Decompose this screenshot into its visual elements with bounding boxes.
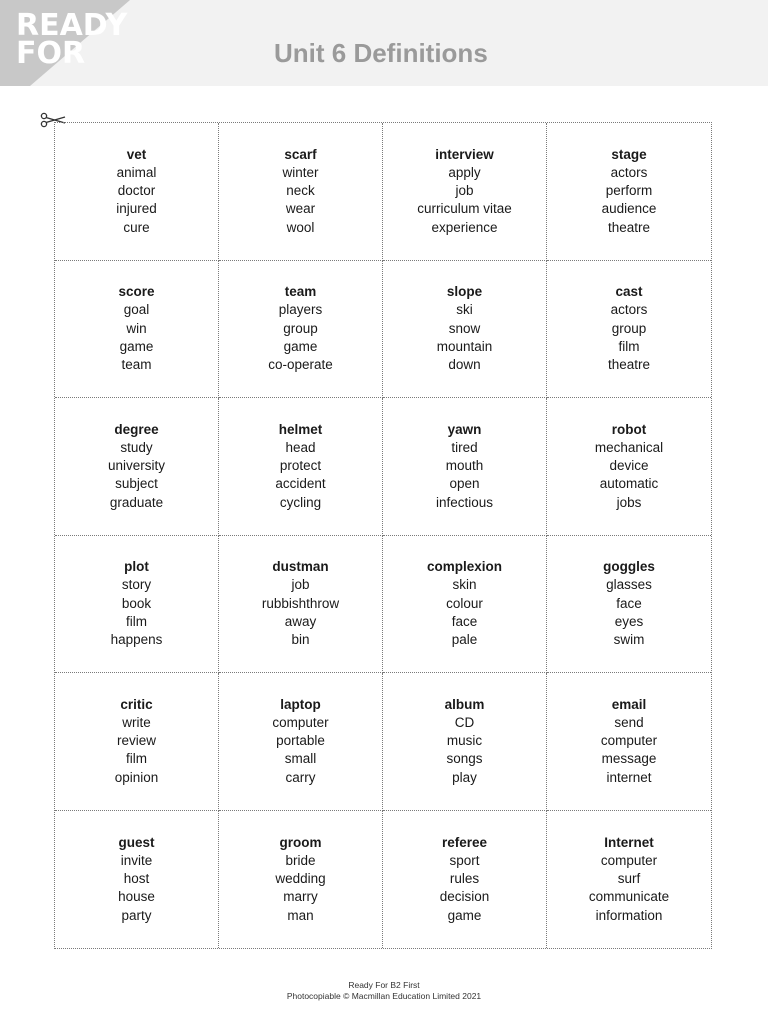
- card-clue: protect: [279, 458, 322, 474]
- card-clue: mouth: [445, 458, 484, 474]
- card-clue: film: [618, 338, 640, 354]
- card-clue: perform: [605, 183, 653, 199]
- card-clue: animal: [116, 164, 157, 180]
- card-clue: doctor: [117, 183, 156, 199]
- card-word: referee: [441, 834, 488, 850]
- definition-card: [383, 536, 547, 674]
- card-clue: mountain: [436, 338, 493, 354]
- footer-book-title: Ready For B2 First: [348, 980, 420, 990]
- card-clue: curriculum vitae: [417, 201, 512, 217]
- card-clue: man: [287, 907, 314, 923]
- card-clue: film: [126, 613, 147, 629]
- definition-card: [547, 536, 711, 674]
- card-clue: computer: [600, 852, 658, 868]
- card-clue: job: [455, 183, 474, 199]
- card-clue: audience: [601, 201, 657, 217]
- card-clue: skin: [452, 577, 477, 593]
- card-clue: marry: [283, 889, 318, 905]
- card-clue: communicate: [588, 889, 670, 905]
- definition-card: [219, 261, 383, 399]
- definition-card: [383, 398, 547, 536]
- card-clue: game: [283, 338, 318, 354]
- definition-card: [383, 123, 547, 261]
- card-clue: graduate: [109, 494, 164, 510]
- card-word: interview: [435, 146, 494, 162]
- card-clue: colour: [446, 595, 483, 611]
- card-clue: write: [122, 714, 151, 730]
- card-word: vet: [126, 146, 147, 162]
- card-clue: injured: [116, 201, 157, 217]
- card-clue: invite: [120, 852, 153, 868]
- definition-card: [219, 811, 383, 949]
- definition-card: [55, 123, 219, 261]
- card-word: goggles: [603, 559, 655, 575]
- card-word: scarf: [284, 146, 317, 162]
- card-clue: face: [451, 613, 478, 629]
- card-clue: study: [120, 439, 153, 455]
- card-word: groom: [279, 834, 322, 850]
- card-clue: play: [452, 769, 477, 785]
- card-clue: host: [123, 871, 150, 887]
- card-clue: small: [284, 751, 317, 767]
- definition-card: [547, 398, 711, 536]
- card-word: dustman: [272, 559, 329, 575]
- page-header: [0, 0, 768, 86]
- card-clue: portable: [276, 733, 325, 749]
- card-clue: theatre: [607, 357, 651, 373]
- card-clue: glasses: [606, 577, 652, 593]
- card-clue: accident: [275, 476, 326, 492]
- footer-copyright: Photocopiable © Macmillan Education Limited 2021: [286, 991, 482, 1001]
- card-clue: university: [107, 458, 166, 474]
- card-word: email: [611, 696, 647, 712]
- definition-card: [219, 536, 383, 674]
- page-title: Unit 6 Definitions: [274, 38, 488, 68]
- definition-cards-grid: [54, 122, 712, 949]
- card-clue: infectious: [435, 494, 494, 510]
- card-clue: opinion: [114, 769, 159, 785]
- card-clue: theatre: [607, 219, 651, 235]
- card-clue: snow: [448, 320, 481, 336]
- card-clue: story: [121, 577, 152, 593]
- card-clue: win: [126, 320, 147, 336]
- card-word: degree: [114, 421, 159, 437]
- card-clue: winter: [282, 164, 319, 180]
- card-clue: ski: [456, 302, 473, 318]
- definition-card: [547, 261, 711, 399]
- card-clue: apply: [448, 164, 481, 180]
- definition-card: [55, 673, 219, 811]
- card-clue: surf: [617, 871, 641, 887]
- card-word: yawn: [447, 421, 482, 437]
- card-clue: game: [447, 907, 482, 923]
- card-clue: house: [118, 889, 155, 905]
- card-clue: book: [121, 595, 152, 611]
- card-word: helmet: [278, 421, 323, 437]
- card-clue: carry: [285, 769, 316, 785]
- card-clue: bin: [291, 632, 310, 648]
- card-clue: wedding: [275, 871, 326, 887]
- card-clue: information: [595, 907, 663, 923]
- page-footer: [0, 980, 768, 1002]
- card-clue: computer: [272, 714, 329, 730]
- card-clue: neck: [286, 183, 315, 199]
- card-clue: party: [121, 907, 152, 923]
- definition-card: [383, 261, 547, 399]
- card-word: score: [118, 284, 155, 300]
- card-word: plot: [124, 559, 149, 575]
- definition-card: [55, 536, 219, 674]
- definition-card: [383, 811, 547, 949]
- card-clue: rules: [449, 871, 480, 887]
- card-word: laptop: [280, 696, 321, 712]
- card-clue: down: [448, 357, 481, 373]
- card-clue: film: [126, 751, 147, 767]
- definition-card: [55, 811, 219, 949]
- card-word: stage: [611, 146, 647, 162]
- card-clue: wear: [285, 201, 316, 217]
- logo-line-1: READY: [16, 8, 128, 43]
- card-clue: rubbishthrow: [261, 595, 340, 611]
- card-word: guest: [118, 834, 155, 850]
- card-word: slope: [446, 284, 483, 300]
- card-clue: open: [449, 476, 480, 492]
- card-clue: goal: [123, 302, 150, 318]
- definition-card: [547, 673, 711, 811]
- card-clue: review: [116, 733, 156, 749]
- definition-card: [219, 398, 383, 536]
- card-clue: eyes: [614, 613, 644, 629]
- card-clue: subject: [115, 476, 158, 492]
- card-clue: tired: [451, 439, 478, 455]
- card-clue: group: [283, 320, 318, 336]
- card-clue: cycling: [279, 494, 322, 510]
- card-clue: automatic: [599, 476, 659, 492]
- definition-card: [219, 673, 383, 811]
- card-clue: decision: [439, 889, 490, 905]
- card-clue: cure: [123, 219, 150, 235]
- card-clue: internet: [606, 769, 652, 785]
- card-clue: game: [119, 338, 154, 354]
- definition-card: [383, 673, 547, 811]
- card-clue: head: [285, 439, 316, 455]
- card-clue: sport: [449, 852, 480, 868]
- logo-line-2: FOR: [16, 36, 86, 71]
- card-clue: wool: [286, 219, 315, 235]
- card-clue: bride: [285, 852, 316, 868]
- card-clue: happens: [110, 632, 163, 648]
- card-clue: actors: [610, 302, 648, 318]
- card-clue: mechanical: [594, 439, 664, 455]
- card-clue: CD: [454, 714, 475, 730]
- card-clue: away: [284, 613, 317, 629]
- card-clue: computer: [600, 733, 658, 749]
- card-clue: jobs: [616, 494, 642, 510]
- ready-for-logo: [16, 8, 128, 71]
- card-clue: team: [121, 357, 152, 373]
- card-word: team: [284, 284, 317, 300]
- definition-card: [547, 811, 711, 949]
- card-clue: music: [446, 733, 483, 749]
- card-word: album: [444, 696, 485, 712]
- card-clue: co-operate: [268, 357, 333, 373]
- card-word: complexion: [426, 559, 502, 575]
- definition-card: [55, 261, 219, 399]
- card-word: robot: [611, 421, 647, 437]
- card-clue: face: [616, 595, 642, 611]
- card-clue: send: [614, 714, 644, 730]
- card-clue: device: [609, 458, 649, 474]
- card-clue: actors: [610, 164, 648, 180]
- card-clue: experience: [431, 219, 498, 235]
- definition-card: [547, 123, 711, 261]
- card-clue: group: [611, 320, 647, 336]
- card-clue: job: [291, 577, 310, 593]
- card-word: cast: [615, 284, 643, 300]
- card-word: critic: [120, 696, 153, 712]
- definition-card: [219, 123, 383, 261]
- definition-card: [55, 398, 219, 536]
- card-clue: message: [601, 751, 657, 767]
- card-clue: players: [278, 302, 323, 318]
- card-clue: pale: [451, 632, 478, 648]
- card-clue: swim: [613, 632, 645, 648]
- card-clue: songs: [446, 751, 483, 767]
- card-word: Internet: [604, 834, 654, 850]
